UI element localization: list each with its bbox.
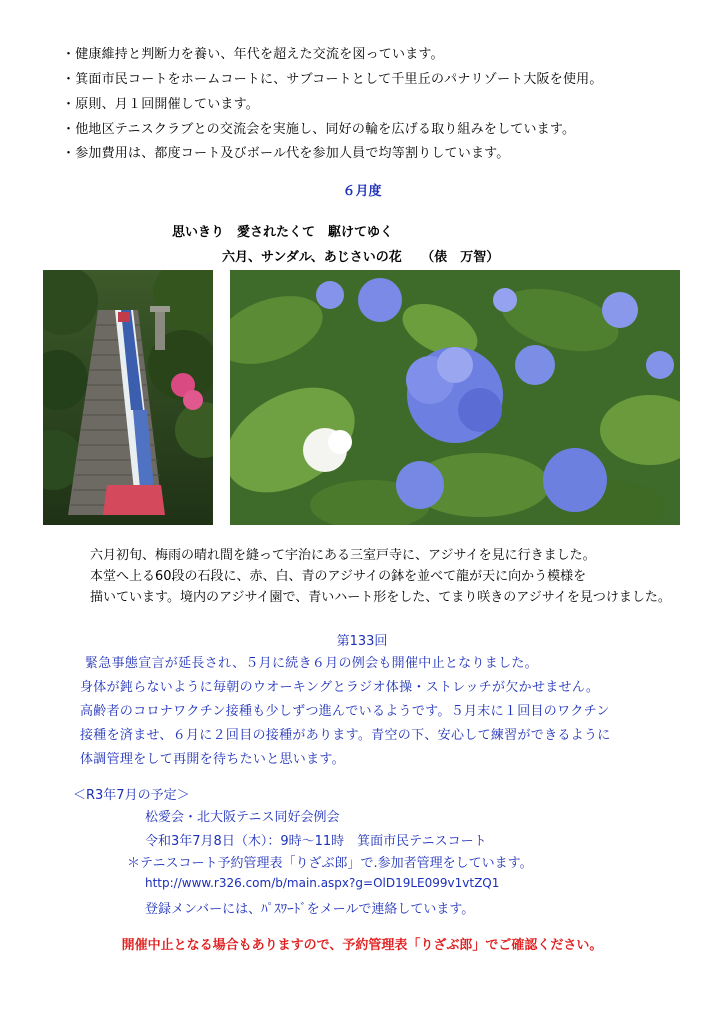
bullet-line-5: ・参加費用は、都度コート及びボール代を参加人員で均等割りしています。 (62, 146, 510, 161)
schedule-heading: ＜R3年7月の予定＞ (73, 788, 190, 803)
notice-line-2: 身体が鈍らないように毎朝のウオーキングとラジオ体操・ストレッチが欠かせません。 (80, 680, 600, 695)
cancellation-warning: 開催中止となる場合もありますので、予約管理表「りざぶ郎」でご確認ください。 (121, 938, 603, 953)
blue-hydrangea-photo (230, 270, 680, 525)
schedule-datetime: 令和3年7月8日（木）：9時～11時 箕面市民テニスコート (145, 834, 487, 849)
bullet-line-2: ・箕面市民コートをホームコートに、サブコートとして千里丘のパナリゾート大阪を使用。 (62, 72, 603, 87)
description-line-1: 六月初旬、梅雨の晴れ間を縫って宇治にある三室戸寺に、アジサイを見に行きました。 (90, 548, 596, 563)
month-heading: ６月度 (342, 184, 382, 199)
poem-line-1: 思いきり 愛されたくて 駆けてゆく (172, 225, 394, 240)
temple-steps-hydrangea-photo (43, 270, 213, 525)
bullet-line-1: ・健康維持と判断力を養い、年代を超えた交流を図っています。 (62, 47, 444, 62)
description-line-3: 描いています。境内のアジサイ園で、青いハート形をした、てまり咲きのアジサイを見つけました。 (90, 590, 671, 605)
schedule-reservation: ＊テニスコート予約管理表「りざぶ郎」で.参加者管理をしています。 (127, 856, 533, 871)
notice-line-4: 接種を済ませ、６月に２回目の接種があります。青空の下、安心して練習ができるように (80, 728, 611, 743)
schedule-member-note: 登録メンバーには、ﾊﾟｽﾜｰﾄﾞをメールで連絡しています。 (145, 902, 475, 917)
poem-line-2: 六月、サンダル、あじさいの花 （俵 万智） (222, 250, 500, 265)
notice-line-5: 体調管理をして再開を待ちたいと思います。 (80, 752, 345, 767)
schedule-event: 松愛会・北大阪テニス同好会例会 (145, 810, 340, 825)
notice-title: 第133回 (336, 634, 388, 649)
notice-line-1: 緊急事態宣言が延長され、５月に続き６月の例会も開催中止となりました。 (85, 656, 538, 671)
bullet-line-4: ・他地区テニスクラブとの交流会を実施し、同好の輪を広げる取り組みをしています。 (62, 122, 576, 137)
reservation-link[interactable]: http://www.r326.com/b/main.aspx?g=OlD19LE099v1vtZQ1 (145, 876, 500, 890)
notice-line-3: 高齢者のコロナワクチン接種も少しずつ進んでいるようです。５月末に１回目のワクチン (80, 704, 610, 719)
description-line-2: 本堂へ上る60段の石段に、赤、白、青のアジサイの鉢を並べて龍が天に向かう模様を (90, 569, 587, 584)
bullet-line-3: ・原則、月１回開催しています。 (62, 97, 259, 112)
